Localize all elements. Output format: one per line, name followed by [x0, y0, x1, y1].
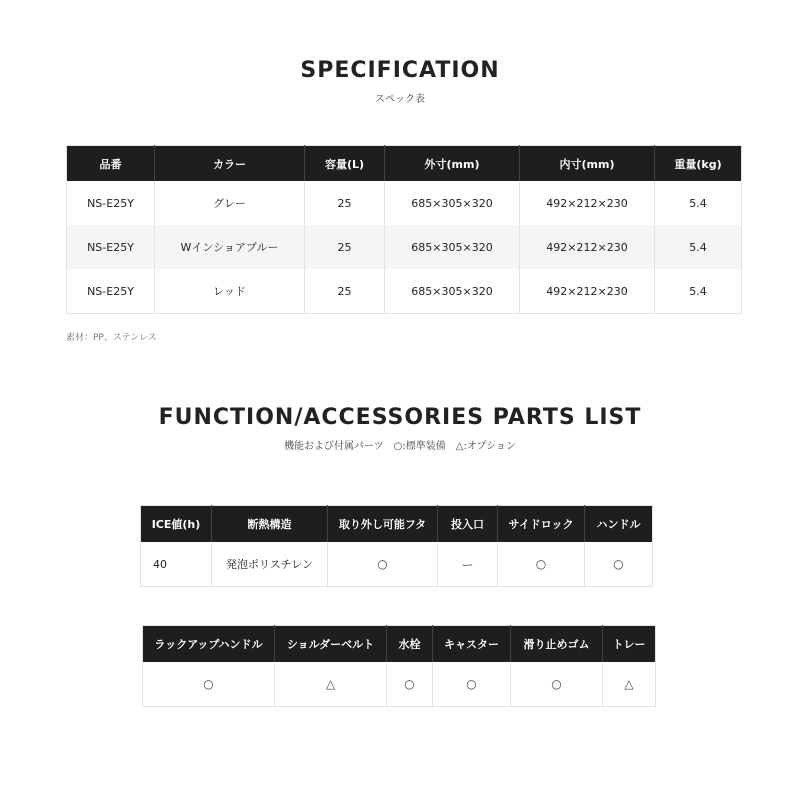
header-part-number: 品番 — [67, 146, 155, 182]
cell-part-number: NS-E25Y — [87, 196, 134, 210]
cell-outer-size: 685×305×320 — [385, 269, 520, 314]
cell-outer-size: 685×305×320 — [385, 225, 520, 269]
cell-weight: 5.4 — [655, 225, 742, 269]
material-note: 素材：PP、ステンレス — [66, 333, 157, 343]
cell-color: Wインショアブルー — [155, 225, 305, 269]
cell-part-number: NS-E25Y — [87, 284, 134, 298]
cell-outer-size: 685×305×320 — [385, 181, 520, 225]
cell-inner-size: 492×212×230 — [520, 225, 655, 269]
cell-weight: 5.4 — [655, 269, 742, 314]
accessories-table — [142, 625, 656, 707]
header-drain-plug: 水栓 — [387, 626, 433, 663]
cell-weight: 5.4 — [655, 181, 742, 225]
header-weight: 重量(kg) — [655, 146, 742, 182]
header-rack-up-handle: ラックアップハンドル — [143, 626, 275, 663]
cell-shoulder-belt: △ — [275, 662, 387, 707]
header-removable-lid: 取り外し可能フタ — [328, 506, 438, 543]
header-inlet: 投入口 — [438, 506, 498, 543]
table-row — [143, 662, 656, 707]
cell-drain-plug: ○ — [387, 662, 433, 707]
header-caster: キャスター — [433, 626, 511, 663]
cell-removable-lid: ○ — [328, 542, 438, 587]
header-color: カラー — [155, 146, 305, 182]
accessories-header-row — [143, 626, 656, 663]
table-row — [67, 181, 742, 225]
cell-color: レッド — [155, 269, 305, 314]
spec-header-row — [67, 146, 742, 182]
header-outer-size: 外寸(mm) — [385, 146, 520, 182]
table-row — [67, 269, 742, 314]
table-row — [141, 542, 653, 587]
cell-capacity: 25 — [305, 181, 385, 225]
cell-handle: ○ — [585, 542, 653, 587]
function-subtitle: 機能および付属パーツ ○:標準装備 △:オプション — [284, 441, 516, 452]
header-handle: ハンドル — [585, 506, 653, 543]
function-header-row — [141, 506, 653, 543]
cell-insulation: 発泡ポリスチレン — [212, 542, 328, 587]
spec-subtitle: スペック表 — [375, 94, 425, 105]
cell-rack-up-handle: ○ — [203, 677, 214, 691]
cell-inner-size: 492×212×230 — [520, 181, 655, 225]
header-ice-value: ICE値(h) — [141, 506, 212, 543]
function-table — [140, 505, 653, 587]
spec-table — [66, 145, 742, 314]
cell-caster: ○ — [433, 662, 511, 707]
header-insulation: 断熱構造 — [212, 506, 328, 543]
header-anti-slip-rubber: 滑り止めゴム — [511, 626, 603, 663]
cell-capacity: 25 — [305, 269, 385, 314]
cell-part-number: NS-E25Y — [67, 225, 155, 269]
cell-side-lock: ○ — [498, 542, 585, 587]
spec-title: SPECIFICATION — [300, 58, 500, 83]
header-capacity: 容量(L) — [305, 146, 385, 182]
cell-anti-slip-rubber: ○ — [511, 662, 603, 707]
header-tray: トレー — [603, 626, 656, 663]
cell-tray: △ — [603, 662, 656, 707]
cell-ice-value: 40 — [153, 557, 167, 571]
table-row — [67, 225, 742, 269]
header-inner-size: 内寸(mm) — [520, 146, 655, 182]
cell-inlet: ー — [438, 542, 498, 587]
function-title: FUNCTION/ACCESSORIES PARTS LIST — [158, 405, 642, 430]
header-shoulder-belt: ショルダーベルト — [275, 626, 387, 663]
header-side-lock: サイドロック — [498, 506, 585, 543]
cell-inner-size: 492×212×230 — [520, 269, 655, 314]
cell-color: グレー — [155, 181, 305, 225]
cell-capacity: 25 — [305, 225, 385, 269]
